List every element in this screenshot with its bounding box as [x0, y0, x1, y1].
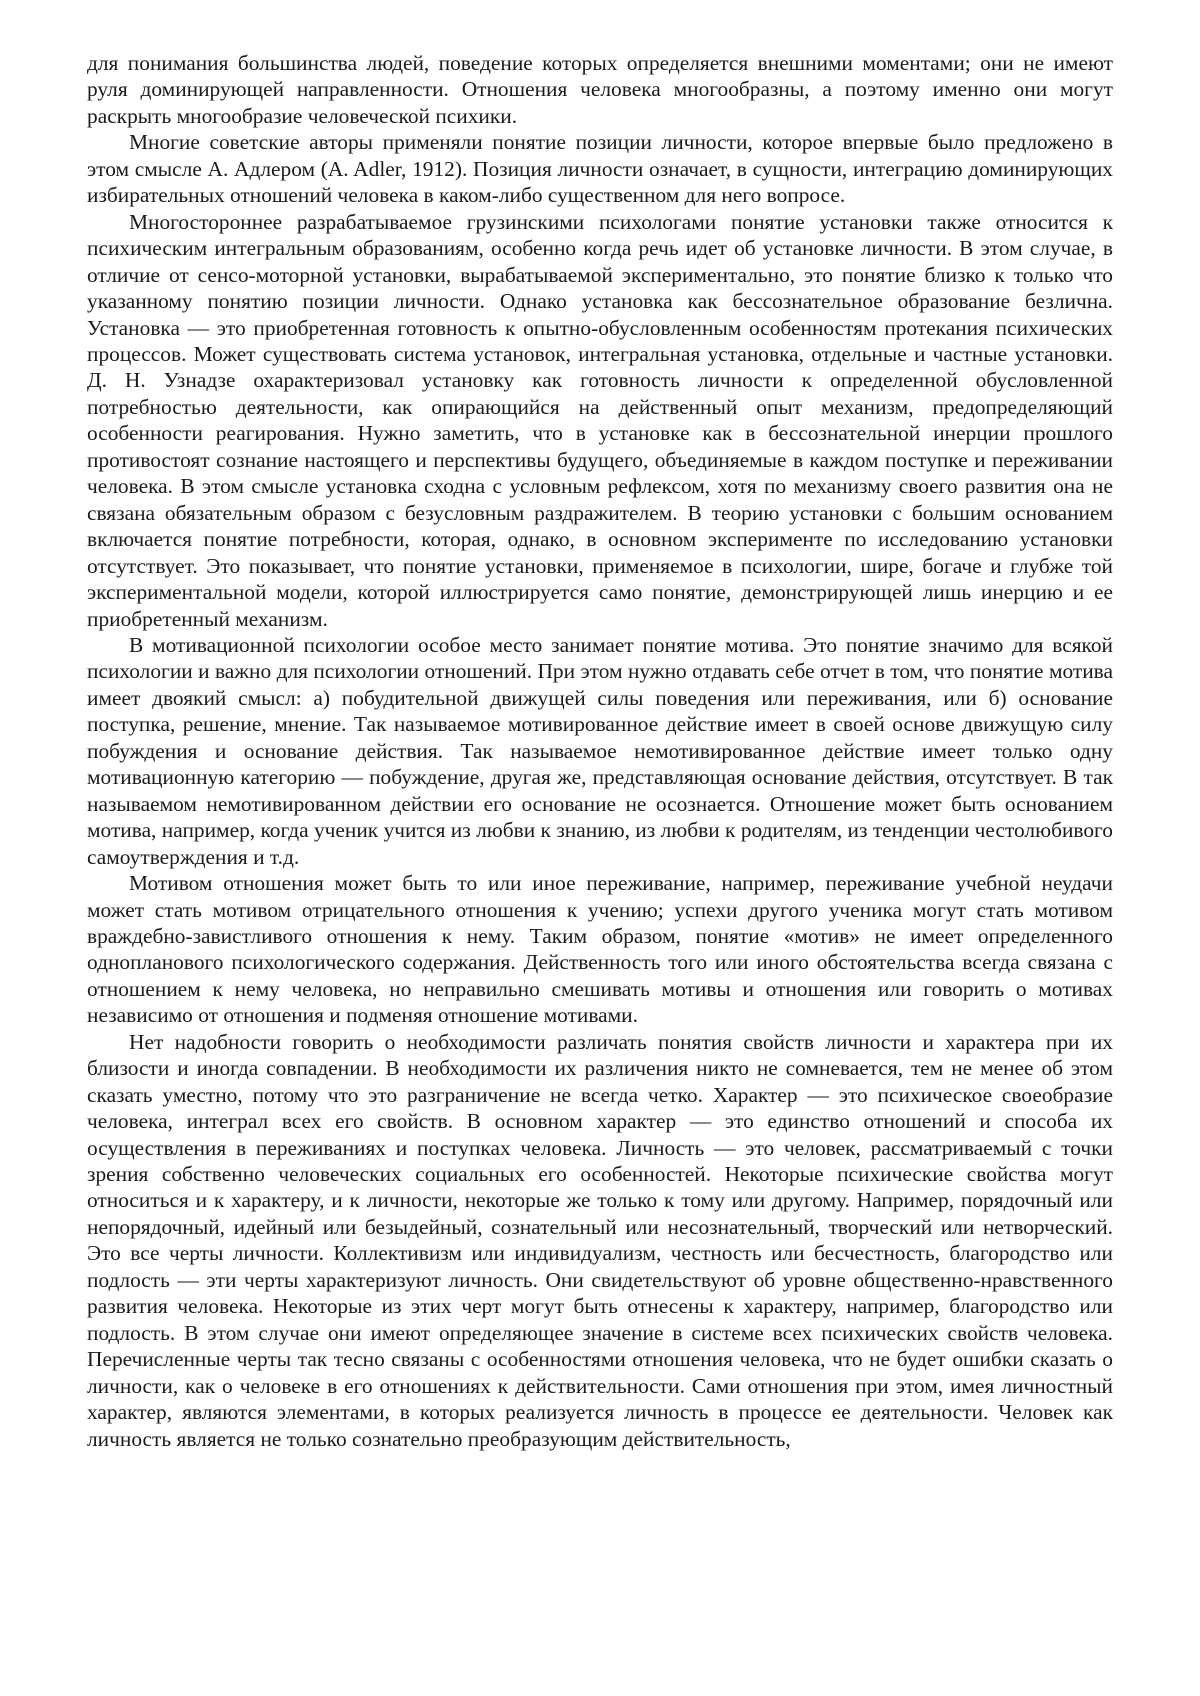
document-page	[87, 50, 1113, 1452]
paragraph-motive-of-relation: Мотивом отношения может быть то или иное переживание, например, переживание учебной неудачи может стать мотивом отрицательного отношения к учению; успехи другого ученика могут стать мотивом враждебно-завистливого отношения к нему. Таким образом, понятие «мотив» не имеет определенного однопланового психологического содержания. Действенность того или иного обстоятельства всегда связана с отношением к нему человека, но неправильно смешивать мотивы и отношения или говорить о мотивах независимо от отношения и подменяя отношение мотивами.	[87, 870, 1113, 1029]
paragraph-position-of-personality: Многие советские авторы применяли понятие позиции личности, которое впервые было предложено в этом смысле А. Адлером (A. Adler, 1912). Позиция личности означает, в сущности, интеграцию доминирующих избирательных отношений человека в каком-либо существенном для него вопросе.	[87, 129, 1113, 208]
paragraph-personality-and-character: Нет надобности говорить о необходимости различать понятия свойств личности и характера при их близости и иногда совпадении. В необходимости их различения никто не сомневается, тем не менее об этом сказать уместно, потому что это разграничение не всегда четко. Характер — это психическое своеобразие человека, интеграл всех его свойств. В основном характер — это единство отношений и способа их осуществления в переживаниях и поступках человека. Личность — это человек, рассматриваемый с точки зрения собственно человеческих социальных его особенностей. Некоторые психические свойства могут относиться и к характеру, и к личности, некоторые же только к тому или другому. Например, порядочный или непорядочный, идейный или безыдейный, сознательный или несознательный, творческий или нетворческий. Это все черты личности. Коллективизм или индивидуализм, честность или бесчестность, благородство или подлость — эти черты характеризуют личность. Они свидетельствуют об уровне общественно-нравственного развития человека. Некоторые из этих черт могут быть отнесены к характеру, например, благородство или подлость. В этом случае они имеют определяющее значение в системе всех психических свойств человека. Перечисленные черты так тесно связаны с особенностями отношения человека, что не будет ошибки сказать о личности, как о человеке в его отношениях к действительности. Сами отношения при этом, имея личностный характер, являются элементами, в которых реализуется личность в процессе ее деятельности. Человек как личность является не только сознательно преобразующим действительность,	[87, 1029, 1113, 1452]
paragraph-attitude-concept: Многостороннее разрабатываемое грузинскими психологами понятие установки также относится к психическим интегральным образованиям, особенно когда речь идет об установке личности. В этом случае, в отличие от сенсо-моторной установки, вырабатываемой экспериментально, это понятие близко к только что указанному понятию позиции личности. Однако установка как бессознательное образование безлична. Установка — это приобретенная готовность к опытно-обусловленным особенностям протекания психических процессов. Может существовать система установок, интегральная установка, отдельные и частные установки. Д. Н. Узнадзе охарактеризовал установку как готовность личности к определенной обусловленной потребностью деятельности, как опирающийся на действенный опыт механизм, предопределяющий особенности реагирования. Нужно заметить, что в установке как в бессознательной инерции прошлого противостоят сознание настоящего и перспективы будущего, объединяемые в каждом поступке и переживании человека. В этом смысле установка сходна с условным рефлексом, хотя по механизму своего развития она не связана обязательным образом с безусловным раздражителем. В теорию установки с большим основанием включается понятие потребности, которая, однако, в основном эксперименте по исследованию установки отсутствует. Это показывает, что понятие установки, применяемое в психологии, шире, богаче и глубже той экспериментальной модели, которой иллюстрируется само понятие, демонстрирующей лишь инерцию и ее приобретенный механизм.	[87, 209, 1113, 632]
paragraph-motive-concept: В мотивационной психологии особое место занимает понятие мотива. Это понятие значимо для всякой психологии и важно для психологии отношений. При этом нужно отдавать себе отчет в том, что понятие мотива имеет двоякий смысл: а) побудительной движущей силы поведения или переживания, или б) основание поступка, решение, мнение. Так называемое мотивированное действие имеет в своей основе движущую силу побуждения и основание действия. Так называемое немотивированное действие имеет только одну мотивационную категорию — побуждение, другая же, представляющая основание действия, отсутствует. В так называемом немотивированном действии его основание не осознается. Отношение может быть основанием мотива, например, когда ученик учится из любви к знанию, из любви к родителям, из тенденции честолюбивого самоутверждения и т.д.	[87, 632, 1113, 870]
paragraph-continuation: для понимания большинства людей, поведение которых определяется внешними моментами; они не имеют руля доминирующей направленности. Отношения человека многообразны, а поэтому именно они могут раскрыть многообразие человеческой психики.	[87, 50, 1113, 129]
